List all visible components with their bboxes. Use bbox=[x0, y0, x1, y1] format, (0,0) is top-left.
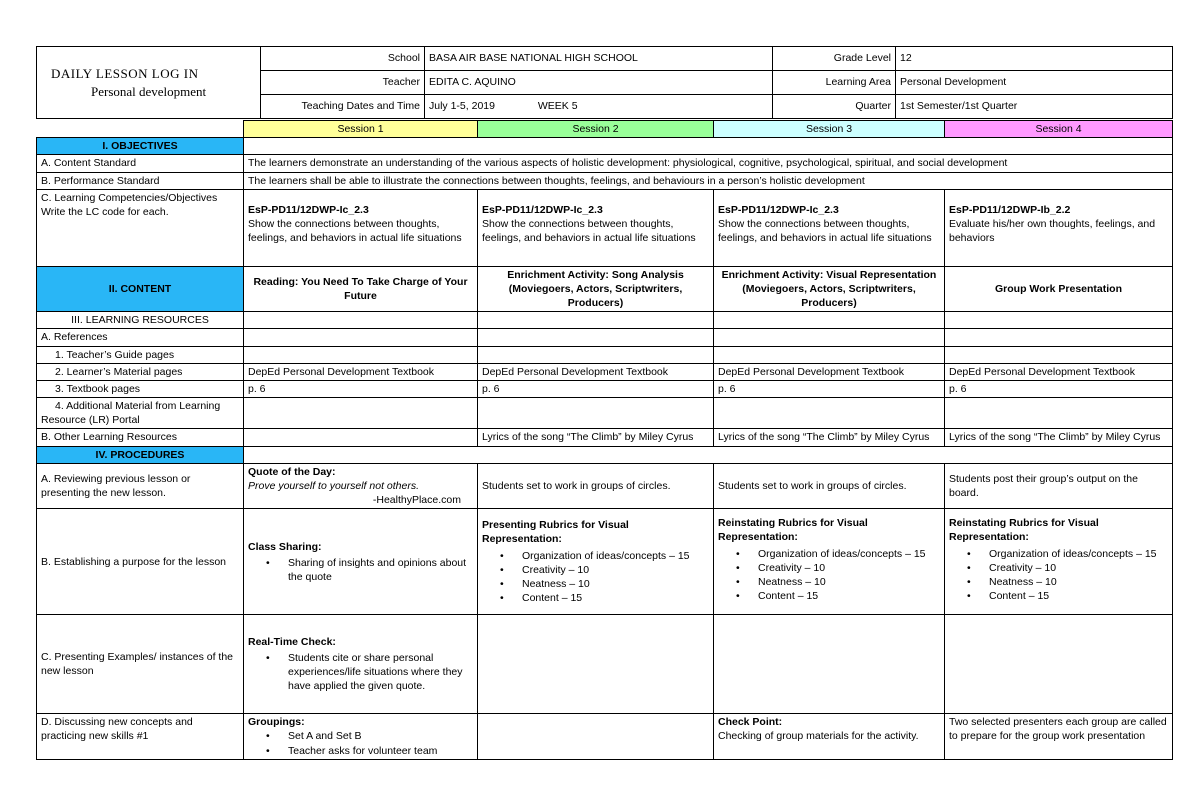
references-label: A. References bbox=[37, 329, 244, 346]
quote-source: -HealthyPlace.com bbox=[372, 494, 461, 507]
content-item: Reading: You Need To Take Charge of Your Future bbox=[244, 266, 478, 312]
proc-b-label: B. Establishing a purpose for the lesson bbox=[37, 509, 244, 615]
proc-b-cell-4 bbox=[945, 509, 1173, 615]
check-point-text: Checking of group materials for the activity. bbox=[718, 730, 919, 743]
lc-text: Evaluate his/her own thoughts, feelings, and behaviors bbox=[949, 217, 1156, 245]
realtime-check-title: Real-Time Check: bbox=[248, 635, 336, 648]
rubric-item: • Content – 15 bbox=[989, 589, 1168, 603]
perf-std-label: B. Performance Standard bbox=[37, 172, 244, 189]
quarter-label: Quarter bbox=[773, 95, 896, 119]
other-value: Lyrics of the song “The Climb” by Miley Cyrus bbox=[945, 429, 1173, 446]
lc-text: Show the connections between thoughts, feelings, and behaviors in actual life situations bbox=[248, 217, 462, 245]
proc-a-cell-2: Students set to work in groups of circles. bbox=[478, 463, 714, 509]
header-table bbox=[36, 46, 1173, 119]
grade-label: Grade Level bbox=[773, 47, 896, 71]
content-std-value: The learners demonstrate an understanding of the various aspects of holistic development: physiological, cognitive, psychological, spiritual, and social development bbox=[244, 155, 1173, 172]
lc-code: EsP-PD11/12DWP-Ib_2.2 bbox=[949, 203, 1071, 216]
content-item: Enrichment Activity: Visual Representation (Moviegoers, Actors, Scriptwriters, Producers) bbox=[714, 266, 945, 312]
groupings-title: Groupings: bbox=[248, 716, 305, 729]
perf-std-value: The learners shall be able to illustrate the connections between thoughts, feelings, and behaviours in a person’s holistic development bbox=[244, 172, 1173, 189]
lc-cell-1 bbox=[244, 189, 478, 266]
lesson-table bbox=[36, 120, 1173, 760]
lc-code: EsP-PD11/12DWP-Ic_2.3 bbox=[718, 203, 839, 216]
lc-label-line1: C. Learning Competencies/Objectives bbox=[41, 191, 218, 204]
rubric-item: • Content – 15 bbox=[758, 589, 940, 603]
tb-value: p. 6 bbox=[478, 380, 714, 397]
rubric-item: • Creativity – 10 bbox=[989, 561, 1168, 575]
quote-text: Prove yourself to yourself not others. bbox=[248, 479, 419, 492]
lm-label: 2. Learner’s Material pages bbox=[37, 363, 244, 380]
proc-a-cell-1 bbox=[244, 463, 478, 509]
resources-heading: III. LEARNING RESOURCES bbox=[37, 312, 244, 329]
check-point-title: Check Point: bbox=[718, 716, 783, 729]
quote-title: Quote of the Day: bbox=[248, 465, 336, 478]
procedures-heading: IV. PROCEDURES bbox=[37, 446, 244, 463]
rubric-item: • Neatness – 10 bbox=[989, 575, 1168, 589]
grade-value: 12 bbox=[896, 47, 1173, 71]
dates-value: July 1-5, 2019 bbox=[429, 100, 495, 113]
dates-cell bbox=[425, 95, 773, 119]
lr-label-line1: 4. Additional Material from Learning bbox=[55, 400, 221, 413]
log-title bbox=[37, 47, 261, 119]
session-1-header: Session 1 bbox=[244, 121, 478, 138]
area-label: Learning Area bbox=[773, 71, 896, 95]
proc-a-cell-4: Students post their group’s output on the board. bbox=[945, 463, 1173, 509]
rubrics-title: Presenting Rubrics for Visual Representation: bbox=[482, 519, 629, 546]
blank-corner bbox=[37, 121, 244, 138]
lc-code: EsP-PD11/12DWP-Ic_2.3 bbox=[482, 203, 603, 216]
objectives-heading-blank bbox=[244, 138, 1173, 155]
groupings-item: • Teacher asks for volunteer team bbox=[288, 744, 473, 758]
log-title-line1: DAILY LESSON LOG IN bbox=[51, 65, 199, 81]
tb-value: p. 6 bbox=[945, 380, 1173, 397]
school-label: School bbox=[261, 47, 425, 71]
week-value: WEEK 5 bbox=[537, 100, 578, 113]
rubric-item: • Creativity – 10 bbox=[522, 563, 709, 577]
school-value: BASA AIR BASE NATIONAL HIGH SCHOOL bbox=[425, 47, 773, 71]
realtime-check-item: • Students cite or share personal experiences/life situations where they have applied the given quote. bbox=[288, 651, 473, 694]
rubrics-title: Reinstating Rubrics for Visual Representation: bbox=[949, 517, 1099, 544]
lc-cell-3 bbox=[714, 189, 945, 266]
groupings-item: • Set A and Set B bbox=[288, 729, 473, 743]
rubric-item: • Content – 15 bbox=[522, 591, 709, 605]
proc-b-cell-1 bbox=[244, 509, 478, 615]
rubric-item: • Creativity – 10 bbox=[758, 561, 940, 575]
tb-value: p. 6 bbox=[714, 380, 945, 397]
dates-label: Teaching Dates and Time bbox=[261, 95, 425, 119]
rubric-item: • Neatness – 10 bbox=[758, 575, 940, 589]
lc-cell-2 bbox=[478, 189, 714, 266]
rubrics-title: Reinstating Rubrics for Visual Representation: bbox=[718, 517, 868, 544]
other-value: Lyrics of the song “The Climb” by Miley Cyrus bbox=[478, 429, 714, 446]
lc-code: EsP-PD11/12DWP-Ic_2.3 bbox=[248, 203, 369, 216]
session-4-header: Session 4 bbox=[945, 121, 1173, 138]
rubric-item: • Neatness – 10 bbox=[522, 577, 709, 591]
lr-label bbox=[37, 398, 244, 429]
lc-text: Show the connections between thoughts, feelings, and behaviors in actual life situations bbox=[718, 217, 932, 245]
tb-value: p. 6 bbox=[244, 380, 478, 397]
session-3-header: Session 3 bbox=[714, 121, 945, 138]
proc-c-label: C. Presenting Examples/ instances of the new lesson bbox=[37, 615, 244, 714]
rubric-item: • Organization of ideas/concepts – 15 bbox=[758, 547, 940, 561]
teacher-value: EDITA C. AQUINO bbox=[425, 71, 773, 95]
proc-a-label: A. Reviewing previous lesson or presenting the new lesson. bbox=[37, 463, 244, 509]
other-value: Lyrics of the song “The Climb” by Miley Cyrus bbox=[714, 429, 945, 446]
other-label: B. Other Learning Resources bbox=[37, 429, 244, 446]
proc-d-cell-3 bbox=[714, 714, 945, 760]
tg-label: 1. Teacher’s Guide pages bbox=[37, 346, 244, 363]
area-value: Personal Development bbox=[896, 71, 1173, 95]
proc-d-cell-4: Two selected presenters each group are called to prepare for the group work presentation bbox=[945, 714, 1173, 760]
teacher-label: Teacher bbox=[261, 71, 425, 95]
log-title-line2: Personal development bbox=[91, 83, 207, 99]
proc-b-cell-2 bbox=[478, 509, 714, 615]
lc-cell-4 bbox=[945, 189, 1173, 266]
rubric-item: • Organization of ideas/concepts – 15 bbox=[989, 547, 1168, 561]
lm-value: DepEd Personal Development Textbook bbox=[478, 363, 714, 380]
lr-label-line2: Resource (LR) Portal bbox=[41, 414, 140, 427]
class-sharing-item: • Sharing of insights and opinions about the quote bbox=[288, 556, 473, 584]
proc-d-cell-1 bbox=[244, 714, 478, 760]
proc-d-label: D. Discussing new concepts and practicing new skills #1 bbox=[37, 714, 244, 760]
proc-a-cell-3: Students set to work in groups of circles. bbox=[714, 463, 945, 509]
lc-label bbox=[37, 189, 244, 266]
lm-value: DepEd Personal Development Textbook bbox=[714, 363, 945, 380]
objectives-heading: I. OBJECTIVES bbox=[37, 138, 244, 155]
content-item: Group Work Presentation bbox=[945, 266, 1173, 312]
content-heading: II. CONTENT bbox=[37, 266, 244, 312]
lc-label-line2: Write the LC code for each. bbox=[41, 205, 169, 218]
lm-value: DepEd Personal Development Textbook bbox=[244, 363, 478, 380]
content-std-label: A. Content Standard bbox=[37, 155, 244, 172]
session-2-header: Session 2 bbox=[478, 121, 714, 138]
class-sharing-title: Class Sharing: bbox=[248, 540, 322, 553]
lm-value: DepEd Personal Development Textbook bbox=[945, 363, 1173, 380]
tb-label: 3. Textbook pages bbox=[37, 380, 244, 397]
procedures-heading-blank bbox=[244, 446, 1173, 463]
content-item: Enrichment Activity: Song Analysis (Moviegoers, Actors, Scriptwriters, Producers) bbox=[478, 266, 714, 312]
proc-c-cell-1 bbox=[244, 615, 478, 714]
proc-b-cell-3 bbox=[714, 509, 945, 615]
lc-text: Show the connections between thoughts, feelings, and behaviors in actual life situations bbox=[482, 217, 696, 245]
rubric-item: • Organization of ideas/concepts – 15 bbox=[522, 549, 709, 563]
quarter-value: 1st Semester/1st Quarter bbox=[896, 95, 1173, 119]
